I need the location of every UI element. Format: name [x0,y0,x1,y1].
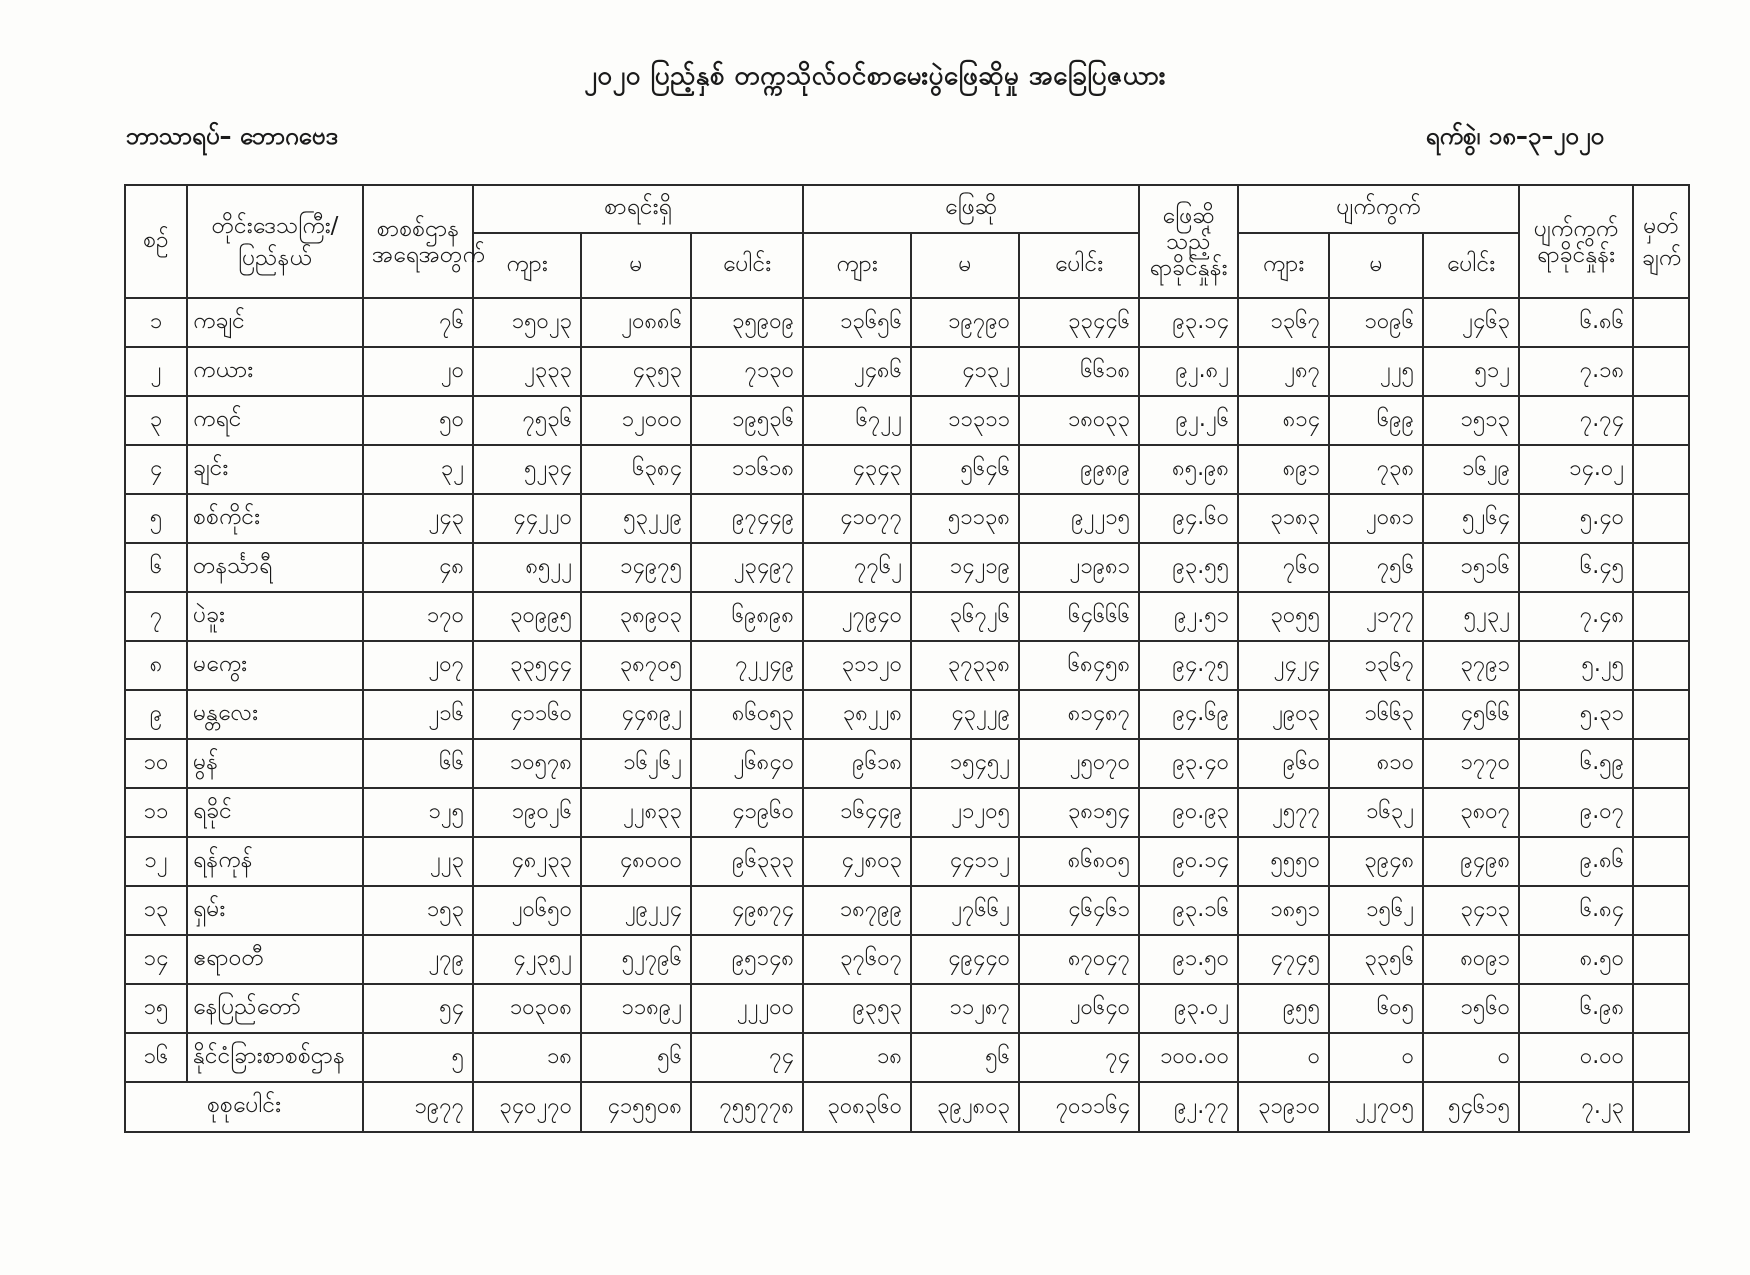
cell-sat-pct: ၈၅.၉၈ [1139,445,1238,494]
cell-sat-male: ၉၆၁၈ [803,739,911,788]
cell-centers: ၂၂၃ [363,837,473,886]
total-cell-absent-total: ၅၄၆၁၅ [1423,1082,1519,1132]
cell-registered-female: ၁၁၈၉၂ [581,984,691,1033]
cell-absent-male: ၅၅၅၀ [1238,837,1329,886]
cell-sat-pct: ၉၃.၀၂ [1139,984,1238,1033]
cell-sat-total: ၉၉၈၉ [1019,445,1139,494]
table-row [125,837,1689,886]
cell-absent-male: ၂၈၇ [1238,347,1329,396]
cell-registered-female: ၃၈၇၀၅ [581,641,691,690]
cell-region: တနင်္သာရီ [187,543,363,592]
cell-no: ၆ [125,543,187,592]
cell-registered-total: ၆၉၈၉၈ [691,592,803,641]
col-header-remarks: မှတ် ချက် [1633,185,1689,298]
cell-absent-pct: ၉.၀၇ [1519,788,1633,837]
cell-absent-female: ၁၃၆၇ [1329,641,1423,690]
cell-registered-male: ၂၃၃၃ [473,347,581,396]
total-cell-absent-pct: ၇.၂၃ [1519,1082,1633,1132]
cell-absent-pct: ၈.၅၀ [1519,935,1633,984]
cell-centers: ၇၆ [363,298,473,347]
total-cell-sat-pct: ၉၂.၇၇ [1139,1082,1238,1132]
cell-sat-female: ၅၆၄၆ [911,445,1019,494]
cell-registered-female: ၄၃၅၃ [581,347,691,396]
cell-sat-total: ၃၈၁၅၄ [1019,788,1139,837]
cell-registered-total: ၉၆၃၃၃ [691,837,803,886]
cell-absent-pct: ၇.၁၈ [1519,347,1633,396]
cell-registered-male: ၄၄၂၂၀ [473,494,581,543]
cell-sat-female: ၃၆၇၂၆ [911,592,1019,641]
cell-absent-female: ၆၀၅ [1329,984,1423,1033]
cell-absent-total: ၅၁၂ [1423,347,1519,396]
cell-registered-male: ၁၀၅၇၈ [473,739,581,788]
cell-absent-female: ၁၆၆၃ [1329,690,1423,739]
col-header-absent-female: မ [1329,233,1423,298]
col-header-region: တိုင်းဒေသကြီး/ ပြည်နယ် [187,185,363,298]
cell-absent-female: ၂၀၈၁ [1329,494,1423,543]
cell-sat-pct: ၉၄.၆၉ [1139,690,1238,739]
cell-no: ၇ [125,592,187,641]
cell-absent-female: ၇၅၆ [1329,543,1423,592]
cell-registered-male: ၅၂၃၄ [473,445,581,494]
cell-centers: ၅ [363,1033,473,1082]
cell-centers: ၅၄ [363,984,473,1033]
cell-absent-total: ၁၇၇၀ [1423,739,1519,788]
cell-no: ၁ [125,298,187,347]
cell-sat-pct: ၉၄.၇၅ [1139,641,1238,690]
total-cell-absent-female: ၂၂၇၀၅ [1329,1082,1423,1132]
cell-absent-pct: ၅.၄၀ [1519,494,1633,543]
cell-sat-male: ၁၃၆၅၆ [803,298,911,347]
cell-centers: ၂၁၆ [363,690,473,739]
cell-absent-male: ၈၁၄ [1238,396,1329,445]
cell-absent-pct: ၅.၃၁ [1519,690,1633,739]
cell-sat-pct: ၉၁.၅၀ [1139,935,1238,984]
cell-remarks [1633,396,1689,445]
cell-sat-total: ၆၈၄၅၈ [1019,641,1139,690]
cell-region: ကယား [187,347,363,396]
cell-sat-female: ၁၁၃၁၁ [911,396,1019,445]
cell-region: ကချင် [187,298,363,347]
cell-no: ၁၀ [125,739,187,788]
table-row [125,739,1689,788]
cell-centers: ၁၅၃ [363,886,473,935]
cell-registered-female: ၂၀၈၈၆ [581,298,691,347]
cell-registered-female: ၁၆၂၆၂ [581,739,691,788]
cell-absent-male: ၀ [1238,1033,1329,1082]
cell-absent-female: ၃၉၄၈ [1329,837,1423,886]
cell-absent-female: ၈၁၀ [1329,739,1423,788]
cell-absent-total: ၂၄၆၃ [1423,298,1519,347]
cell-registered-female: ၅၃၂၂၉ [581,494,691,543]
cell-centers: ၃၂ [363,445,473,494]
cell-registered-female: ၁၄၉၇၅ [581,543,691,592]
cell-sat-female: ၂၇၆၆၂ [911,886,1019,935]
table-row [125,445,1689,494]
cell-absent-male: ၂၄၂၄ [1238,641,1329,690]
cell-sat-pct: ၉၃.၁၆ [1139,886,1238,935]
cell-registered-female: ၂၂၈၃၃ [581,788,691,837]
cell-sat-total: ၂၅၀၇၀ [1019,739,1139,788]
cell-sat-total: ၆၆၁၈ [1019,347,1139,396]
table-row [125,788,1689,837]
cell-registered-male: ၄၂၃၅၂ [473,935,581,984]
cell-absent-male: ၈၉၁ [1238,445,1329,494]
cell-sat-female: ၄၁၃၂ [911,347,1019,396]
cell-sat-female: ၃၇၃၃၈ [911,641,1019,690]
cell-absent-male: ၃၁၈၃ [1238,494,1329,543]
cell-absent-total: ၉၄၉၈ [1423,837,1519,886]
document-title: ၂၀၂၀ ပြည့်နှစ် တက္ကသိုလ်ဝင်စာမေးပွဲဖြေဆိုမှု အခြေပြဇယား [584,61,1166,91]
total-cell-sat-total: ၇၀၁၁၆၄ [1019,1082,1139,1132]
cell-sat-total: ၂၀၆၄၀ [1019,984,1139,1033]
cell-sat-pct: ၉၀.၉၃ [1139,788,1238,837]
cell-registered-female: ၁၂၀၀၀ [581,396,691,445]
cell-absent-total: ၃၈၀၇ [1423,788,1519,837]
cell-sat-male: ၁၈၇၉၉ [803,886,911,935]
cell-sat-male: ၂၇၉၄၀ [803,592,911,641]
cell-no: ၁၅ [125,984,187,1033]
cell-absent-female: ၆၉၉ [1329,396,1423,445]
cell-region: မကွေး [187,641,363,690]
cell-registered-female: ၆၃၈၄ [581,445,691,494]
cell-sat-female: ၅၁၁၃၈ [911,494,1019,543]
cell-no: ၁၁ [125,788,187,837]
cell-no: ၈ [125,641,187,690]
cell-sat-total: ၁၈၀၃၃ [1019,396,1139,445]
cell-absent-male: ၇၆၀ [1238,543,1329,592]
cell-sat-female: ၄၉၄၄၀ [911,935,1019,984]
cell-region: ပဲခူး [187,592,363,641]
cell-absent-pct: ၆.၈၆ [1519,298,1633,347]
col-header-registered-male: ကျား [473,233,581,298]
table-row [125,298,1689,347]
cell-sat-male: ၇၇၆၂ [803,543,911,592]
total-cell-registered-total: ၇၅၅၇၇၈ [691,1082,803,1132]
cell-sat-total: ၉၂၂၁၅ [1019,494,1139,543]
total-cell-sat-female: ၃၉၂၈၀၃ [911,1082,1019,1132]
cell-absent-pct: ၇.၇၄ [1519,396,1633,445]
cell-remarks [1633,837,1689,886]
cell-absent-male: ၂၉၀၃ [1238,690,1329,739]
cell-registered-male: ၃၀၉၉၅ [473,592,581,641]
table-row [125,984,1689,1033]
table-row [125,494,1689,543]
total-cell-registered-female: ၄၁၅၅၀၈ [581,1082,691,1132]
total-cell-remarks [1633,1082,1689,1132]
cell-remarks [1633,298,1689,347]
cell-remarks [1633,739,1689,788]
cell-absent-male: ၂၅၇၇ [1238,788,1329,837]
cell-no: ၁၂ [125,837,187,886]
cell-absent-male: ၁၈၅၁ [1238,886,1329,935]
cell-centers: ၂၀ [363,347,473,396]
cell-sat-total: ၆၄၆၆၆ [1019,592,1139,641]
cell-sat-pct: ၉၃.၁၄ [1139,298,1238,347]
cell-registered-total: ၇၄ [691,1033,803,1082]
cell-registered-total: ၇၂၂၄၉ [691,641,803,690]
cell-registered-male: ၁၉၀၂၆ [473,788,581,837]
cell-remarks [1633,592,1689,641]
cell-sat-pct: ၉၄.၆၀ [1139,494,1238,543]
col-header-registered: စာရင်းရှိ [473,185,803,233]
cell-registered-total: ၇၁၃၀ [691,347,803,396]
cell-sat-total: ၂၁၉၈၁ [1019,543,1139,592]
total-cell-registered-male: ၃၄၀၂၇၀ [473,1082,581,1132]
cell-absent-total: ၁၅၆၀ [1423,984,1519,1033]
cell-remarks [1633,543,1689,592]
table-row [125,935,1689,984]
cell-absent-total: ၀ [1423,1033,1519,1082]
cell-sat-pct: ၉၃.၅၅ [1139,543,1238,592]
cell-sat-female: ၄၄၁၁၂ [911,837,1019,886]
cell-absent-total: ၅၂၆၄ [1423,494,1519,543]
cell-region: နေပြည်တော် [187,984,363,1033]
col-header-absent-male: ကျား [1238,233,1329,298]
cell-remarks [1633,935,1689,984]
table-row [125,641,1689,690]
cell-absent-pct: ၇.၄၈ [1519,592,1633,641]
cell-region: ရခိုင် [187,788,363,837]
cell-sat-male: ၉၃၅၃ [803,984,911,1033]
cell-region: ကရင် [187,396,363,445]
cell-absent-total: ၁၅၁၃ [1423,396,1519,445]
cell-sat-pct: ၉၃.၄၀ [1139,739,1238,788]
col-header-registered-total: ပေါင်း [691,233,803,298]
cell-sat-total: ၈၆၈၀၅ [1019,837,1139,886]
cell-remarks [1633,494,1689,543]
cell-registered-total: ၂၂၂၀၀ [691,984,803,1033]
cell-region: ချင်း [187,445,363,494]
cell-registered-total: ၃၅၉၀၉ [691,298,803,347]
cell-centers: ၂၇၉ [363,935,473,984]
cell-absent-pct: ၆.၄၅ [1519,543,1633,592]
cell-sat-male: ၄၃၄၃ [803,445,911,494]
cell-registered-total: ၉၇၄၄၉ [691,494,803,543]
cell-registered-female: ၅၆ [581,1033,691,1082]
cell-absent-total: ၅၂၃၂ [1423,592,1519,641]
cell-remarks [1633,788,1689,837]
cell-absent-female: ၁၆၃၂ [1329,788,1423,837]
cell-absent-total: ၃၄၁၃ [1423,886,1519,935]
cell-sat-female: ၁၄၂၁၉ [911,543,1019,592]
cell-registered-female: ၃၈၉၀၃ [581,592,691,641]
cell-centers: ၂၀၇ [363,641,473,690]
cell-sat-male: ၃၁၁၂၀ [803,641,911,690]
cell-centers: ၄၈ [363,543,473,592]
cell-centers: ၂၄၃ [363,494,473,543]
cell-absent-male: ၁၃၆၇ [1238,298,1329,347]
cell-absent-male: ၃၀၅၅ [1238,592,1329,641]
cell-sat-pct: ၉၂.၈၂ [1139,347,1238,396]
cell-sat-male: ၄၁၀၇၇ [803,494,911,543]
cell-region: ဧရာဝတီ [187,935,363,984]
cell-registered-female: ၅၂၇၉၆ [581,935,691,984]
col-header-sat-pct: ဖြေဆိုသည့် ရာခိုင်နှုန်း [1139,185,1238,298]
cell-region: မန္တလေး [187,690,363,739]
cell-sat-pct: ၁၀၀.၀၀ [1139,1033,1238,1082]
cell-remarks [1633,690,1689,739]
cell-absent-pct: ၀.၀၀ [1519,1033,1633,1082]
cell-absent-pct: ၆.၉၈ [1519,984,1633,1033]
total-cell-sat-male: ၃၀၈၃၆၀ [803,1082,911,1132]
cell-registered-total: ၈၆၀၅၃ [691,690,803,739]
cell-sat-female: ၁၁၂၈၇ [911,984,1019,1033]
cell-sat-female: ၄၃၂၂၉ [911,690,1019,739]
cell-remarks [1633,641,1689,690]
cell-sat-male: ၆၇၂၂ [803,396,911,445]
cell-sat-female: ၂၁၂၀၅ [911,788,1019,837]
cell-no: ၅ [125,494,187,543]
cell-absent-pct: ၆.၈၄ [1519,886,1633,935]
table-body [125,298,1689,1132]
totals-row [125,1082,1689,1132]
cell-remarks [1633,445,1689,494]
cell-registered-male: ၄၁၁၆၀ [473,690,581,739]
cell-sat-pct: ၉၀.၁၄ [1139,837,1238,886]
cell-registered-female: ၄၄၈၉၂ [581,690,691,739]
cell-absent-male: ၉၅၅ [1238,984,1329,1033]
cell-absent-female: ၁၀၉၆ [1329,298,1423,347]
table-row [125,886,1689,935]
table-row [125,396,1689,445]
cell-no: ၁၃ [125,886,187,935]
cell-registered-male: ၂၀၆၅၀ [473,886,581,935]
cell-no: ၁၄ [125,935,187,984]
cell-absent-pct: ၉.၈၆ [1519,837,1633,886]
cell-no: ၃ [125,396,187,445]
col-header-centers: စာစစ်ဌာန အရေအတွက် [363,185,473,298]
cell-registered-total: ၁၉၅၃၆ [691,396,803,445]
cell-absent-total: ၁၆၂၉ [1423,445,1519,494]
cell-sat-female: ၁၉၇၉၀ [911,298,1019,347]
cell-registered-total: ၂၃၄၉၇ [691,543,803,592]
cell-no: ၉ [125,690,187,739]
cell-absent-female: ၂၂၅ [1329,347,1423,396]
cell-centers: ၁၂၅ [363,788,473,837]
col-header-registered-female: မ [581,233,691,298]
cell-sat-pct: ၉၂.၅၁ [1139,592,1238,641]
cell-sat-total: ၃၃၄၄၆ [1019,298,1139,347]
cell-sat-male: ၁၆၄၄၉ [803,788,911,837]
cell-registered-total: ၄၁၉၆၀ [691,788,803,837]
cell-registered-male: ၈၅၂၂ [473,543,581,592]
cell-absent-total: ၄၅၆၆ [1423,690,1519,739]
cell-absent-female: ၇၃၈ [1329,445,1423,494]
table-row [125,347,1689,396]
cell-sat-female: ၁၅၄၅၂ [911,739,1019,788]
table-row [125,592,1689,641]
cell-region: နိုင်ငံခြားစာစစ်ဌာန [187,1033,363,1082]
cell-sat-male: ၁၈ [803,1033,911,1082]
cell-remarks [1633,984,1689,1033]
cell-registered-total: ၁၁၆၁၈ [691,445,803,494]
col-header-sat: ဖြေဆို [803,185,1139,233]
cell-registered-male: ၁၅၀၂၃ [473,298,581,347]
col-header-absent: ပျက်ကွက် [1238,185,1519,233]
cell-absent-female: ၂၁၇၇ [1329,592,1423,641]
cell-absent-total: ၁၅၁၆ [1423,543,1519,592]
cell-centers: ၁၇၀ [363,592,473,641]
cell-registered-male: ၇၅၃၆ [473,396,581,445]
cell-no: ၄ [125,445,187,494]
totals-label: စုစုပေါင်း [125,1082,363,1132]
table-header [125,185,1689,298]
cell-absent-female: ၃၃၅၆ [1329,935,1423,984]
table-row [125,690,1689,739]
col-header-sat-female: မ [911,233,1019,298]
date-label: ရက်စွဲ၊ ၁၈–၃–၂၀၂၀ [1425,122,1604,150]
cell-registered-female: ၄၈၀၀၀ [581,837,691,886]
total-cell-centers: ၁၉၇၇ [363,1082,473,1132]
cell-registered-male: ၁၀၃၀၈ [473,984,581,1033]
cell-registered-total: ၄၉၈၇၄ [691,886,803,935]
cell-sat-male: ၃၈၂၂၈ [803,690,911,739]
cell-region: စစ်ကိုင်း [187,494,363,543]
cell-absent-male: ၄၇၄၅ [1238,935,1329,984]
col-header-sat-male: ကျား [803,233,911,298]
cell-centers: ၆၆ [363,739,473,788]
cell-sat-total: ၈၇၀၄၇ [1019,935,1139,984]
cell-remarks [1633,886,1689,935]
cell-absent-female: ၁၅၆၂ [1329,886,1423,935]
exam-statistics-table [124,184,1690,1133]
cell-absent-total: ၈၀၉၁ [1423,935,1519,984]
cell-absent-pct: ၁၄.၀၂ [1519,445,1633,494]
table-row [125,1033,1689,1082]
col-header-no: စဉ် [125,185,187,298]
cell-sat-female: ၅၆ [911,1033,1019,1082]
cell-registered-female: ၂၉၂၂၄ [581,886,691,935]
subject-label: ဘာသာရပ်– ဘောဂဗေဒ [126,122,338,150]
cell-region: ရှမ်း [187,886,363,935]
cell-registered-total: ၂၆၈၄၀ [691,739,803,788]
cell-sat-male: ၄၂၈၀၃ [803,837,911,886]
cell-region: မွန် [187,739,363,788]
col-header-absent-total: ပေါင်း [1423,233,1519,298]
cell-registered-male: ၃၃၅၄၄ [473,641,581,690]
cell-sat-total: ၄၆၄၆၁ [1019,886,1139,935]
cell-no: ၁၆ [125,1033,187,1082]
cell-no: ၂ [125,347,187,396]
col-header-sat-total: ပေါင်း [1019,233,1139,298]
cell-sat-male: ၃၇၆၀၇ [803,935,911,984]
cell-registered-male: ၁၈ [473,1033,581,1082]
cell-remarks [1633,1033,1689,1082]
cell-sat-total: ၈၁၄၈၇ [1019,690,1139,739]
cell-centers: ၅၀ [363,396,473,445]
cell-sat-total: ၇၄ [1019,1033,1139,1082]
cell-absent-total: ၃၇၉၁ [1423,641,1519,690]
cell-absent-female: ၀ [1329,1033,1423,1082]
cell-registered-total: ၉၅၁၄၈ [691,935,803,984]
cell-region: ရန်ကုန် [187,837,363,886]
cell-absent-pct: ၅.၂၅ [1519,641,1633,690]
cell-remarks [1633,347,1689,396]
cell-sat-pct: ၉၂.၂၆ [1139,396,1238,445]
col-header-absent-pct: ပျက်ကွက် ရာခိုင်နှုန်း [1519,185,1633,298]
total-cell-absent-male: ၃၁၉၁၀ [1238,1082,1329,1132]
table-row [125,543,1689,592]
cell-registered-male: ၄၈၂၃၃ [473,837,581,886]
cell-sat-male: ၂၄၈၆ [803,347,911,396]
cell-absent-male: ၉၆၀ [1238,739,1329,788]
cell-absent-pct: ၆.၅၉ [1519,739,1633,788]
